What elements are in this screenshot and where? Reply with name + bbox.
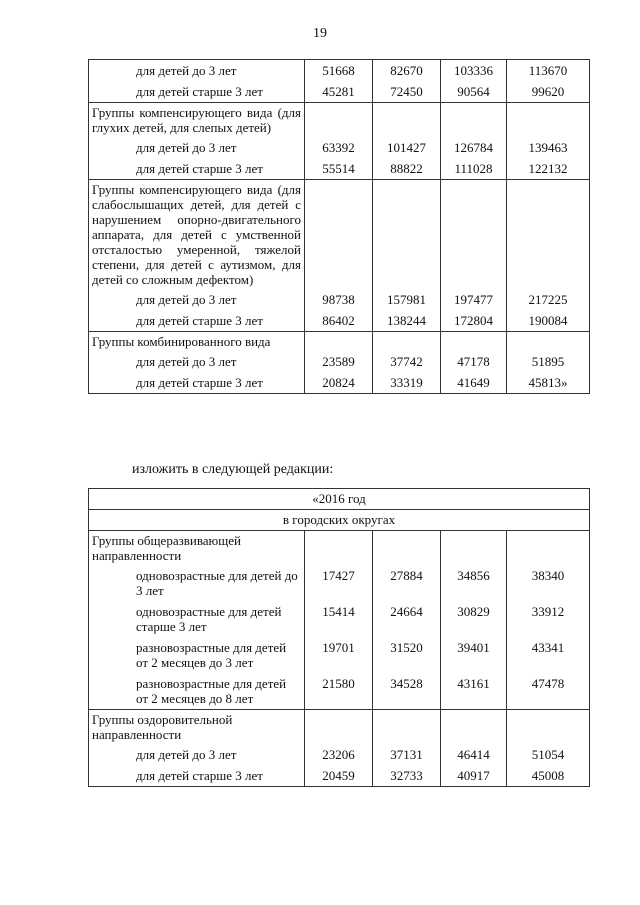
- table-row: [89, 137, 590, 158]
- group-header-row: [89, 180, 590, 290]
- value-cell: 21580: [305, 673, 373, 710]
- value-cell: 122132: [507, 158, 590, 180]
- value-cell: 139463: [507, 137, 590, 158]
- value-cell: 31520: [373, 637, 441, 673]
- page-number: 19: [313, 26, 327, 41]
- value-cell: 23206: [305, 744, 373, 765]
- value-cell: 46414: [441, 744, 507, 765]
- empty-cell: [305, 103, 373, 138]
- value-cell: 88822: [373, 158, 441, 180]
- value-cell: 39401: [441, 637, 507, 673]
- value-cell: 24664: [373, 601, 441, 637]
- group-header: Группы комбинированного вида: [89, 332, 305, 352]
- table-row: [89, 158, 590, 180]
- row-label: для детей старше 3 лет: [89, 81, 305, 103]
- value-cell: 82670: [373, 60, 441, 82]
- value-cell: 27884: [373, 565, 441, 601]
- value-cell: 47478: [507, 673, 590, 710]
- group-header: Группы общеразвивающей направленности: [89, 531, 305, 566]
- table-row: [89, 372, 590, 394]
- table-row: [89, 310, 590, 332]
- table-row: [89, 673, 590, 710]
- value-cell: 43161: [441, 673, 507, 710]
- tariff-table-old: [88, 59, 590, 394]
- table-row: [89, 289, 590, 310]
- empty-cell: [441, 103, 507, 138]
- empty-cell: [507, 332, 590, 352]
- value-cell: 30829: [441, 601, 507, 637]
- table-row: [89, 744, 590, 765]
- empty-cell: [305, 332, 373, 352]
- empty-cell: [373, 531, 441, 566]
- value-cell: 111028: [441, 158, 507, 180]
- value-cell: 113670: [507, 60, 590, 82]
- value-cell: 32733: [373, 765, 441, 787]
- value-cell: 15414: [305, 601, 373, 637]
- value-cell: 86402: [305, 310, 373, 332]
- group-header-row: [89, 531, 590, 566]
- table-row: [89, 637, 590, 673]
- value-cell: 41649: [441, 372, 507, 394]
- empty-cell: [507, 103, 590, 138]
- row-label: разновозрастные для детей от 2 месяцев до 3 лет: [89, 637, 305, 673]
- value-cell: 103336: [441, 60, 507, 82]
- value-cell: 217225: [507, 289, 590, 310]
- empty-cell: [441, 332, 507, 352]
- value-cell: 72450: [373, 81, 441, 103]
- value-cell: 43341: [507, 637, 590, 673]
- value-cell: 101427: [373, 137, 441, 158]
- value-cell: 197477: [441, 289, 507, 310]
- empty-cell: [373, 332, 441, 352]
- table-row: [89, 81, 590, 103]
- value-cell: 34856: [441, 565, 507, 601]
- value-cell: 172804: [441, 310, 507, 332]
- value-cell: 63392: [305, 137, 373, 158]
- empty-cell: [441, 180, 507, 290]
- empty-cell: [507, 180, 590, 290]
- row-label: для детей до 3 лет: [89, 289, 305, 310]
- value-cell: 45281: [305, 81, 373, 103]
- value-cell: 38340: [507, 565, 590, 601]
- empty-cell: [373, 103, 441, 138]
- table-row: [89, 351, 590, 372]
- row-label: для детей до 3 лет: [89, 60, 305, 82]
- empty-cell: [305, 531, 373, 566]
- empty-cell: [305, 180, 373, 290]
- value-cell: 126784: [441, 137, 507, 158]
- year-row: «2016 год: [89, 489, 590, 510]
- value-cell: 33912: [507, 601, 590, 637]
- row-label: для детей до 3 лет: [89, 744, 305, 765]
- value-cell: 45813»: [507, 372, 590, 394]
- area-row: в городских округах: [89, 510, 590, 531]
- value-cell: 98738: [305, 289, 373, 310]
- value-cell: 23589: [305, 351, 373, 372]
- value-cell: 37131: [373, 744, 441, 765]
- table-row: [89, 765, 590, 787]
- value-cell: 33319: [373, 372, 441, 394]
- empty-cell: [441, 531, 507, 566]
- table-row: [89, 601, 590, 637]
- row-label: разновозрастные для детей от 2 месяцев до 8 лет: [89, 673, 305, 710]
- empty-cell: [373, 180, 441, 290]
- value-cell: 34528: [373, 673, 441, 710]
- row-label: для детей старше 3 лет: [89, 158, 305, 180]
- value-cell: 55514: [305, 158, 373, 180]
- value-cell: 40917: [441, 765, 507, 787]
- value-cell: 19701: [305, 637, 373, 673]
- value-cell: 45008: [507, 765, 590, 787]
- value-cell: 47178: [441, 351, 507, 372]
- row-label: для детей до 3 лет: [89, 137, 305, 158]
- group-header-row: [89, 103, 590, 138]
- empty-cell: [305, 710, 373, 745]
- value-cell: 51054: [507, 744, 590, 765]
- group-header: Группы оздоровительной направленности: [89, 710, 305, 745]
- value-cell: 20824: [305, 372, 373, 394]
- empty-cell: [507, 531, 590, 566]
- empty-cell: [507, 710, 590, 745]
- table-row: [89, 60, 590, 82]
- row-label: для детей старше 3 лет: [89, 310, 305, 332]
- group-header: Группы компенсирующего вида (для слабослышащих детей, для детей с нарушением опорно-двигательного аппарата, для детей с умственной отсталостью умеренной, тяжелой степени, для детей с аутизмом, для детей со сложным дефектом): [89, 180, 305, 290]
- row-label: одновозрастные для детей до 3 лет: [89, 565, 305, 601]
- value-cell: 99620: [507, 81, 590, 103]
- row-label: для детей старше 3 лет: [89, 765, 305, 787]
- value-cell: 90564: [441, 81, 507, 103]
- tariff-table-new: [88, 488, 590, 787]
- row-label: для детей до 3 лет: [89, 351, 305, 372]
- value-cell: 138244: [373, 310, 441, 332]
- table-row: [89, 565, 590, 601]
- group-header-row: [89, 710, 590, 745]
- row-label: одновозрастные для детей старше 3 лет: [89, 601, 305, 637]
- value-cell: 37742: [373, 351, 441, 372]
- row-label: для детей старше 3 лет: [89, 372, 305, 394]
- group-header-row: [89, 332, 590, 352]
- value-cell: 20459: [305, 765, 373, 787]
- value-cell: 17427: [305, 565, 373, 601]
- empty-cell: [373, 710, 441, 745]
- value-cell: 190084: [507, 310, 590, 332]
- value-cell: 51668: [305, 60, 373, 82]
- value-cell: 157981: [373, 289, 441, 310]
- value-cell: 51895: [507, 351, 590, 372]
- group-header: Группы компенсирующего вида (для глухих детей, для слепых детей): [89, 103, 305, 138]
- amendment-caption: изложить в следующей редакции:: [132, 462, 334, 477]
- empty-cell: [441, 710, 507, 745]
